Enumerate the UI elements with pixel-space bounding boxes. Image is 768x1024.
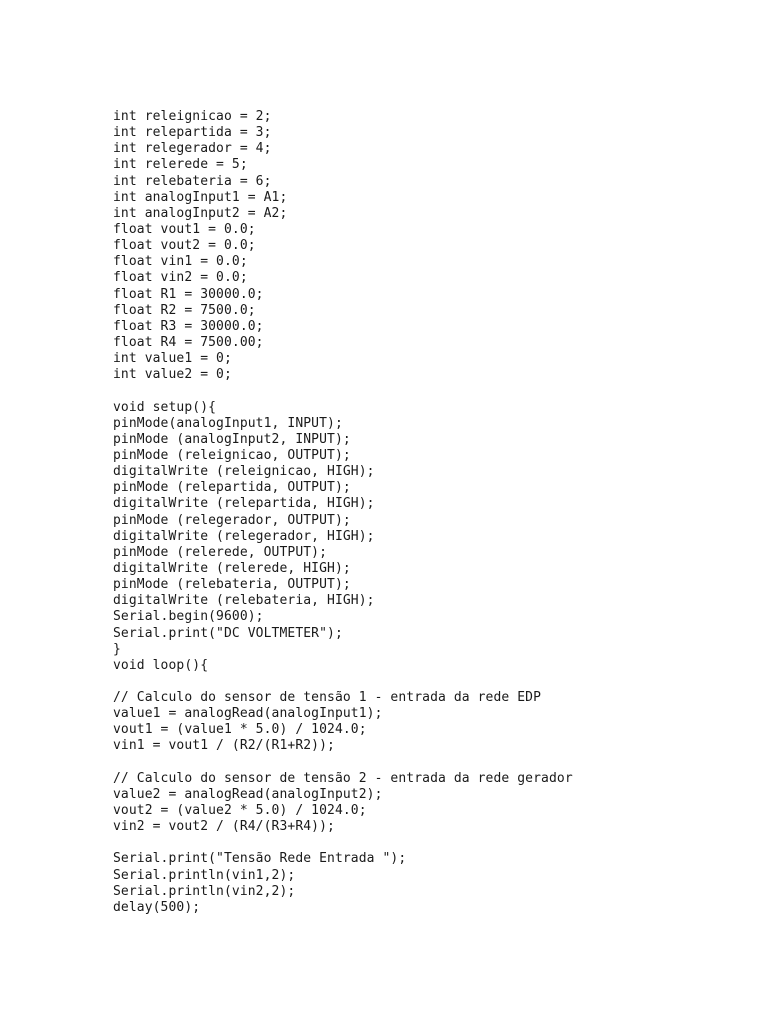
code-line: int value2 = 0; xyxy=(113,367,232,383)
code-line: vin1 = vout1 / (R2/(R1+R2)); xyxy=(113,738,335,754)
code-line: vin2 = vout2 / (R4/(R3+R4)); xyxy=(113,819,335,835)
code-line: pinMode (relebateria, OUTPUT); xyxy=(113,577,351,593)
code-line: pinMode (releignicao, OUTPUT); xyxy=(113,447,351,463)
code-line: int releignicao = 2; xyxy=(113,109,272,124)
code-line: float R3 = 30000.0; xyxy=(113,318,264,334)
code-line: int relegerador = 4; xyxy=(113,141,272,157)
code-line: float vout1 = 0.0; xyxy=(113,221,256,237)
blank-line xyxy=(113,835,573,851)
code-line: digitalWrite (relepartida, HIGH); xyxy=(113,496,375,512)
code-line: int relerede = 5; xyxy=(113,157,248,173)
code-line: pinMode(analogInput1, INPUT); xyxy=(113,415,343,431)
code-line: // Calculo do sensor de tensão 1 - entrada da rede EDP xyxy=(113,690,542,706)
code-line: float vin2 = 0.0; xyxy=(113,270,248,286)
code-line: float R2 = 7500.0; xyxy=(113,302,256,318)
code-line: pinMode (relegerador, OUTPUT); xyxy=(113,512,351,528)
code-line: pinMode (relepartida, OUTPUT); xyxy=(113,480,351,496)
code-line: value1 = analogRead(analogInput1); xyxy=(113,706,383,722)
code-line: Serial.begin(9600); xyxy=(113,609,264,625)
code-line: Serial.println(vin2,2); xyxy=(113,883,296,899)
blank-line xyxy=(113,674,573,690)
code-line: int analogInput2 = A2; xyxy=(113,205,288,221)
code-line: digitalWrite (releignicao, HIGH); xyxy=(113,464,375,480)
code-line: float vin1 = 0.0; xyxy=(113,254,248,270)
code-line: vout1 = (value1 * 5.0) / 1024.0; xyxy=(113,722,367,738)
code-line: value2 = analogRead(analogInput2); xyxy=(113,786,383,802)
code-line: pinMode (analogInput2, INPUT); xyxy=(113,431,351,447)
blank-line xyxy=(113,755,573,771)
code-line: digitalWrite (relebateria, HIGH); xyxy=(113,593,375,609)
code-line: float R4 = 7500.00; xyxy=(113,334,264,350)
code-line: Serial.println(vin1,2); xyxy=(113,867,296,883)
code-listing xyxy=(113,109,573,916)
code-line: // Calculo do sensor de tensão 2 - entrada da rede gerador xyxy=(113,770,573,786)
blank-line xyxy=(113,383,573,399)
code-line: float R1 = 30000.0; xyxy=(113,286,264,302)
code-line: } xyxy=(113,641,121,657)
code-line: digitalWrite (relegerador, HIGH); xyxy=(113,528,375,544)
code-line: Serial.print("Tensão Rede Entrada "); xyxy=(113,851,407,867)
code-line: void loop(){ xyxy=(113,657,209,673)
code-line: float vout2 = 0.0; xyxy=(113,238,256,254)
code-line: int value1 = 0; xyxy=(113,351,232,367)
code-line: int relebateria = 6; xyxy=(113,173,272,189)
code-line: digitalWrite (relerede, HIGH); xyxy=(113,560,351,576)
code-line: delay(500); xyxy=(113,899,201,915)
code-line: int analogInput1 = A1; xyxy=(113,189,288,205)
code-line: pinMode (relerede, OUTPUT); xyxy=(113,544,328,560)
code-line: int relepartida = 3; xyxy=(113,125,272,141)
code-line: Serial.print("DC VOLTMETER"); xyxy=(113,625,343,641)
code-line: vout2 = (value2 * 5.0) / 1024.0; xyxy=(113,803,367,819)
code-line: void setup(){ xyxy=(113,399,217,415)
